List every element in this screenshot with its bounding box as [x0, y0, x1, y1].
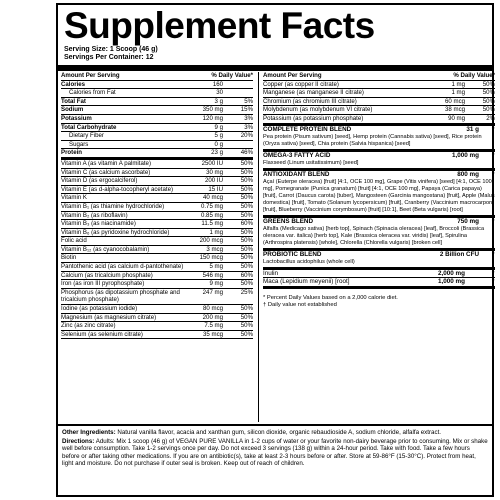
blend-name: OMEGA-3 FATTY ACID — [263, 151, 331, 159]
nutrient-name: Vitamin C (as calcium ascorbate) — [61, 168, 151, 176]
nutrient-row — [61, 263, 253, 272]
nutrient-row — [263, 89, 495, 98]
blend-section — [263, 171, 495, 218]
serving-size: Serving Size: 1 Scoop (46 g) — [64, 46, 158, 53]
nutrient-amount: 0.85 mg — [200, 211, 223, 219]
nutrient-daily-value: 50% — [240, 202, 253, 210]
nutrient-daily-value: 50% — [240, 237, 253, 245]
nutrient-row — [61, 314, 253, 323]
blend-section — [263, 218, 495, 251]
nutrient-row — [61, 212, 253, 221]
nutrient-daily-value: 50% — [240, 305, 253, 313]
nutrient-daily-value — [223, 89, 253, 97]
nutrient-name: Total Carbohydrate — [61, 123, 117, 131]
nutrient-daily-value: † — [491, 269, 495, 277]
nutrient-amount: 200 IU — [205, 177, 223, 185]
nutrient-daily-value: 20% — [240, 132, 253, 140]
blend-amount: 31 g — [466, 125, 479, 133]
nutrient-amount: 35 mcg — [203, 330, 223, 338]
nutrient-name: Iodine (as potassium iodide) — [61, 305, 138, 313]
nutrient-row — [61, 280, 253, 289]
nutrient-name: Zinc (as zinc citrate) — [61, 322, 116, 330]
blend-section — [263, 251, 495, 270]
nutrient-row — [61, 289, 253, 305]
nutrient-amount: 3 g — [214, 97, 223, 105]
nutrient-row — [61, 89, 253, 98]
blend-ingredients: Pea protein (Pisum sativum) [seed], Hemp protein (Cannabis sativa) [seed], Rice protein (Oryza sativa) [seed], Chia protein (Salvia hispanica) [seed] — [263, 134, 495, 152]
nutrient-amount: 1,000 mg — [438, 278, 465, 286]
nutrient-name: Sugars — [69, 140, 89, 148]
nutrient-row — [61, 124, 253, 133]
panel-title: Supplement Facts — [64, 5, 375, 46]
nutrient-daily-value: 50% — [240, 228, 253, 236]
right-column — [258, 72, 495, 422]
nutrient-row — [61, 254, 253, 263]
nutrient-amount: 9 mg — [209, 280, 223, 288]
nutrient-name: Maca (Lepidium meyenii) [root] — [263, 278, 350, 286]
bottom-divider — [58, 424, 492, 426]
nutrient-name: Calories — [61, 80, 86, 88]
supplement-facts-panel — [56, 3, 494, 497]
nutrient-row — [61, 149, 253, 160]
nutrient-name: Vitamin E (as d-alpha-tocopheryl acetate) — [61, 185, 174, 193]
header-daily-value: % Daily Value* — [211, 72, 253, 79]
nutrient-daily-value: 5% — [244, 97, 253, 105]
nutrient-amount: 247 mg — [202, 288, 223, 296]
nutrient-daily-value: 50% — [240, 263, 253, 271]
nutrient-row — [61, 115, 253, 124]
nutrient-daily-value: 50% — [240, 185, 253, 193]
blend-amount: 1,000 mg — [452, 151, 479, 159]
blend-daily-value: † — [491, 170, 495, 178]
nutrient-name: Chromium (as chromium III citrate) — [263, 97, 357, 105]
nutrient-daily-value: 50% — [240, 322, 253, 330]
nutrient-row — [263, 270, 495, 279]
nutrient-row — [61, 272, 253, 281]
nutrient-amount: 11.5 mg — [201, 220, 223, 228]
thick-divider — [58, 65, 492, 71]
other-ingredients: Other Ingredients: Natural vanilla flavor, acacia and xanthan gum, silicon dioxide, organic rebaudioside A, sodium chloride, alfalfa extract. — [62, 429, 442, 436]
nutrient-row — [263, 278, 495, 289]
nutrient-name: Protein — [61, 149, 82, 157]
nutrient-amount: 23 g — [211, 149, 223, 157]
nutrient-name: Biotin — [61, 254, 77, 262]
blend-daily-value: † — [491, 217, 495, 225]
nutrient-name: Calcium (as tricalcium phosphate) — [61, 271, 153, 279]
blend-name: GREENS BLEND — [263, 217, 314, 225]
blend-header — [263, 171, 495, 179]
nutrient-daily-value: 46% — [240, 149, 253, 157]
nutrient-name: Potassium (as potassium phosphate) — [263, 114, 364, 122]
nutrient-row — [263, 115, 495, 126]
nutrient-row — [61, 237, 253, 246]
nutrient-row — [61, 186, 253, 195]
nutrient-name: Calories from Fat — [69, 89, 116, 97]
nutrient-daily-value: 50% — [240, 245, 253, 253]
blend-amount: 800 mg — [457, 170, 479, 178]
nutrient-amount: 2500 IU — [201, 159, 223, 167]
blend-header — [263, 218, 495, 226]
nutrient-name: Vitamin B₂ (as riboflavin) — [61, 211, 128, 219]
blend-header — [263, 251, 495, 259]
nutrient-name: Pantothenic acid (as calcium d-pantothenate) — [61, 263, 183, 271]
nutrient-name: Folic acid — [61, 237, 87, 245]
nutrient-amount: 200 mg — [202, 313, 223, 321]
nutrient-name: Phosphorus (as dipotassium phosphate and tricalcium phosphate) — [61, 288, 180, 304]
nutrient-amount: 40 mcg — [203, 194, 223, 202]
nutrient-amount: 160 — [212, 80, 223, 88]
nutrient-amount: 30 — [216, 89, 223, 97]
blend-amount: 2 Billion CFU — [439, 250, 479, 258]
nutrient-name: Vitamin A (as vitamin A palmitate) — [61, 159, 151, 167]
nutrient-daily-value: 2% — [486, 114, 495, 122]
nutrient-amount: 30 mg — [206, 168, 223, 176]
nutrient-amount: 1 mg — [209, 228, 223, 236]
blend-header — [263, 152, 495, 160]
nutrient-amount: 80 mcg — [203, 305, 223, 313]
nutrient-row — [61, 322, 253, 331]
blend-ingredients: Alfalfa (Medicago sativa) [herb top], Spinach (Spinacia oleracea) [leaf], Broccoli (Brassica oleracea var. italica) [herb top], Kale (Brassica oleracea var. viridis) [leaf], Spirulina (Arthrospira platensis) [whole], Chlorella (Chlorella vulgaris) [broken cell] — [263, 226, 495, 251]
nutrient-name: Selenium (as selenium citrate) — [61, 330, 143, 338]
nutrient-amount: 60 mcg — [445, 97, 465, 105]
nutrient-daily-value: 60% — [240, 271, 253, 279]
directions: Directions: Adults: Mix 1 scoop (46 g) of VEGAN PURE VANILLA in 1-2 cups of water or your favorite non-dairy beverage prior to consuming. Mix or shake well before consumption. Take 1-2 servings once per day. Do not exceed 3 servings (138 g) within a 24-hour period. Take with food. Take a few hours before or after taking other medications. If you are on antibiotic(s), take at least 2-3 hours before or after. Store at 59-86°F (15-30°C). Protect from heat, light and moisture. Do not purchase if outer seal is broken. Keep out of reach of children. — [62, 437, 488, 468]
nutrient-daily-value: † — [491, 278, 495, 286]
nutrient-amount: 5 g — [214, 132, 223, 140]
nutrient-row — [61, 203, 253, 212]
nutrient-daily-value: 50% — [240, 254, 253, 262]
nutrient-row — [263, 106, 495, 115]
nutrient-row — [61, 194, 253, 203]
nutrient-amount: 2,000 mg — [438, 269, 465, 277]
nutrient-row — [61, 160, 253, 169]
blend-amount: 750 mg — [457, 217, 479, 225]
nutrient-name: Magnesium (as magnesium citrate) — [61, 313, 157, 321]
blend-ingredients: Lactobacillus acidophilus (whole cell) — [263, 259, 495, 270]
nutrient-name: Iron (as iron III pyrophosphate) — [61, 280, 145, 288]
nutrient-amount: 350 mg — [202, 106, 223, 114]
nutrient-amount: 38 mcg — [445, 106, 465, 114]
nutrient-name: Dietary Fiber — [69, 132, 104, 140]
header-amount-per-serving: Amount Per Serving — [263, 72, 322, 79]
nutrient-name: Molybdenum (as molybdenum VI citrate) — [263, 106, 373, 114]
nutrient-amount: 5 mg — [209, 263, 223, 271]
blend-name: COMPLETE PROTEIN BLEND — [263, 125, 352, 133]
nutrient-amount: 0.75 mg — [200, 202, 223, 210]
blend-name: ANTIOXIDANT BLEND — [263, 170, 330, 178]
facts-columns — [61, 72, 495, 426]
nutrient-amount: 546 mg — [202, 271, 223, 279]
nutrient-row — [61, 220, 253, 229]
nutrient-name: Vitamin B₃ (as niacinamide) — [61, 220, 136, 228]
blend-section — [263, 152, 495, 171]
nutrient-daily-value — [223, 81, 253, 89]
blend-ingredients: Flaxseed (Linum usitatissimum) [seed] — [263, 160, 495, 171]
blend-daily-value: † — [491, 250, 495, 258]
nutrient-row — [61, 132, 253, 141]
nutrient-daily-value: 50% — [240, 194, 253, 202]
nutrient-row — [61, 331, 253, 340]
nutrient-daily-value: 50% — [240, 330, 253, 338]
nutrient-row — [61, 169, 253, 178]
footnote-dagger: † Daily value not established — [263, 301, 337, 308]
nutrient-row — [61, 81, 253, 90]
ingredients-directions — [62, 429, 488, 469]
nutrient-daily-value: 50% — [240, 168, 253, 176]
left-column — [61, 72, 253, 339]
nutrient-name: Vitamin D (as ergocalciferol) — [61, 177, 138, 185]
nutrient-name: Vitamin B₆ (as pyridoxine hydrochloride) — [61, 228, 170, 236]
header-amount-per-serving: Amount Per Serving — [61, 72, 120, 79]
nutrient-row — [61, 141, 253, 150]
nutrient-daily-value: 50% — [240, 280, 253, 288]
nutrient-amount: 3 mcg — [206, 245, 223, 253]
blend-name: PROBIOTIC BLEND — [263, 250, 322, 258]
nutrient-daily-value: 50% — [482, 80, 495, 88]
nutrient-row — [61, 106, 253, 115]
nutrient-daily-value: 60% — [240, 220, 253, 228]
nutrient-name: Sodium — [61, 106, 84, 114]
nutrient-amount: 150 mcg — [199, 254, 223, 262]
nutrient-name: Vitamin B₁ (as thiamine hydrochloride) — [61, 202, 165, 210]
nutrient-row — [61, 229, 253, 238]
nutrient-amount: 200 mcg — [199, 237, 223, 245]
nutrient-row — [61, 98, 253, 107]
blend-daily-value: † — [491, 125, 495, 133]
nutrient-daily-value — [223, 141, 253, 149]
nutrient-daily-value: 25% — [240, 288, 253, 296]
nutrient-name: Vitamin K — [61, 194, 87, 202]
nutrient-amount: 7.5 mg — [204, 322, 223, 330]
nutrient-daily-value: 50% — [240, 159, 253, 167]
nutrient-amount: 15 IU — [208, 185, 223, 193]
nutrient-amount: 120 mg — [202, 114, 223, 122]
nutrient-daily-value: 50% — [482, 89, 495, 97]
nutrient-daily-value: 50% — [482, 106, 495, 114]
nutrient-daily-value: 50% — [240, 211, 253, 219]
nutrient-daily-value: 15% — [240, 106, 253, 114]
nutrient-amount: 0 g — [214, 140, 223, 148]
nutrient-amount: 9 g — [214, 123, 223, 131]
header-daily-value: % Daily Value* — [453, 72, 495, 79]
footnote-percent: * Percent Daily Values based on a 2,000 calorie diet. — [263, 294, 398, 301]
nutrient-name: Copper (as copper II citrate) — [263, 80, 339, 88]
nutrient-name: Manganese (as manganese II citrate) — [263, 89, 364, 97]
nutrient-row — [61, 177, 253, 186]
nutrient-daily-value: 3% — [244, 123, 253, 131]
nutrient-amount: 1 mg — [451, 89, 465, 97]
nutrient-amount: 1 mg — [451, 80, 465, 88]
left-column-header — [61, 72, 253, 81]
nutrient-name: Inulin — [263, 269, 279, 277]
nutrient-amount: 90 mg — [448, 114, 465, 122]
servings-per-container: Servings Per Container: 12 — [64, 54, 154, 61]
nutrient-row — [263, 98, 495, 107]
blend-header — [263, 126, 495, 134]
blend-daily-value: † — [491, 151, 495, 159]
nutrient-row — [263, 81, 495, 90]
nutrient-daily-value: 50% — [240, 313, 253, 321]
nutrient-name: Potassium — [61, 114, 92, 122]
nutrient-daily-value: 50% — [482, 97, 495, 105]
blend-section — [263, 126, 495, 152]
right-column-header — [263, 72, 495, 81]
nutrient-row — [61, 246, 253, 255]
nutrient-daily-value: 50% — [240, 177, 253, 185]
blend-ingredients: Açaí (Euterpe oleracea) [fruit] [4:1, OCE 100 mg], Grape (Vitis vinifera) [seed] [4:1, OCE 100 mg], Pomegranate (Punica granatum) [fruit] [4:1, OCE 100 mg], Papaya (Carica papaya) [fruit], Carrot (Daucus carota) [tuber], Mangosteen (Garcinia mangostana) [fruit], Apple (Malus domestica) [fruit], Tomato (Solanum lycopersicum) [fruit], Cranberry (Vaccinium macrocarpon) [fruit], Blueberry (Vaccinium corymbosum) [fruit] [10:1], Beet (Beta vulgaris) [root] — [263, 179, 495, 218]
nutrient-row — [61, 305, 253, 314]
nutrient-name: Vitamin B₁₂ (as cyanocobalamin) — [61, 245, 150, 253]
nutrient-daily-value: 3% — [244, 114, 253, 122]
nutrient-name: Total Fat — [61, 97, 86, 105]
